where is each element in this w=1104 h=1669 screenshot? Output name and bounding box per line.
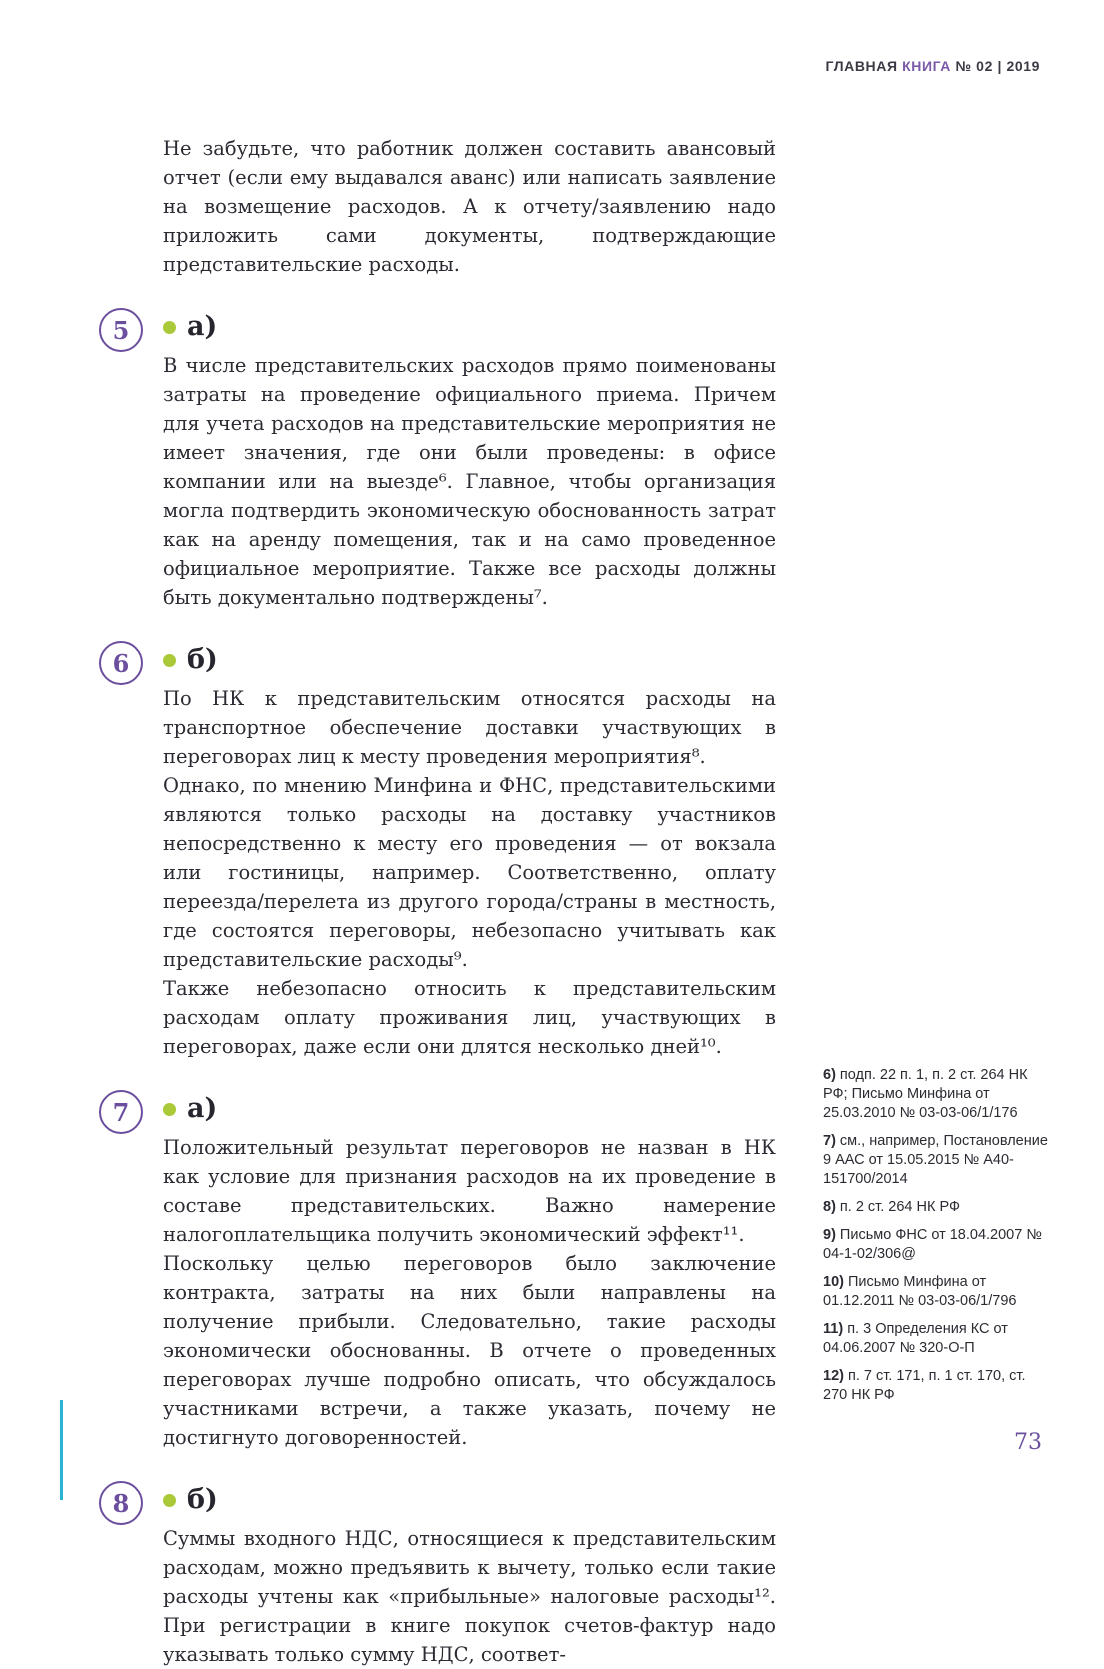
section-label: а) (187, 311, 218, 342)
section-number-badge: 7 (99, 1090, 143, 1134)
section-7 (112, 1093, 776, 1452)
footnote-number: 6) (823, 1067, 836, 1083)
article-column (112, 134, 776, 1669)
section-paragraph: Поскольку целью переговоров было заключение контракта, затраты на них были направлены на получение прибыли. Следовательно, такие расходы экономически обоснованны. В отчете о проведенных переговорах лучше подробно описать, что обсуждалось участниками встречи, а также указать, почему не достигнуто договоренностей. (163, 1252, 776, 1449)
page-number: 73 (1014, 1430, 1042, 1455)
brand-name-purple: КНИГА (902, 58, 951, 74)
footnote-10 (823, 1273, 1051, 1311)
section-number-badge: 8 (99, 1481, 143, 1525)
section-heading (163, 645, 776, 675)
section-label: б) (187, 644, 218, 675)
section-paragraph: В числе представительских расходов прямо поименованы затраты на проведение официального приема. Причем для учета расходов на представительские мероприятия не имеет значения, где они были проведены: в офисе компании или на выезде⁶. Главное, чтобы организация могла подтвердить экономическую обоснованность затрат как на аренду помещения, так и на само проведенное официальное мероприятие. Также все расходы должны быть документально подтверждены⁷. (163, 354, 776, 609)
footnote-6 (823, 1066, 1051, 1123)
footnote-8 (823, 1198, 1051, 1217)
section-5 (112, 311, 776, 612)
section-paragraph: Положительный результат переговоров не назван в НК как условие для признания расходов на их проведение в составе представительских. Важно намерение налогоплательщика получить экономический эффект¹¹. (163, 1136, 776, 1246)
green-bullet-icon (163, 654, 176, 667)
footnote-text: см., например, Постановление 9 ААС от 15.05.2015 № А40-151700/2014 (823, 1133, 1048, 1187)
section-number-badge: 6 (99, 641, 143, 685)
section-paragraph: По НК к представительским относятся расходы на транспортное обеспечение доставки участвующих в переговорах лиц к месту проведения мероприятия⁸. (163, 687, 776, 768)
intro-paragraph: Не забудьте, что работник должен составить авансовый отчет (если ему выдавался аванс) или написать заявление на возмещение расходов. А к отчету/заявлению надо приложить сами документы, подтверждающие представительские расходы. (163, 137, 776, 276)
page-header (826, 58, 1041, 74)
footnote-7 (823, 1132, 1051, 1189)
footnote-12 (823, 1367, 1051, 1405)
section-paragraph: Однако, по мнению Минфина и ФНС, представительскими являются только расходы на доставку участников непосредственно к месту его проведения — от вокзала или гостиницы, например. Соответственно, оплату переезда/перелета из другого города/страны в местность, где состоятся переговоры, небезопасно учитывать как представительские расходы⁹. (163, 774, 776, 971)
footnotes-sidebar (823, 1066, 1051, 1414)
footnote-number: 8) (823, 1199, 836, 1215)
section-number-badge: 5 (99, 308, 143, 352)
section-label: а) (187, 1093, 218, 1124)
footnote-text: п. 3 Определения КС от 04.06.2007 № 320-О-П (823, 1321, 1008, 1356)
brand-name-dark: ГЛАВНАЯ (825, 58, 903, 74)
teal-edge-line (60, 1400, 63, 1500)
section-label: б) (187, 1484, 218, 1515)
section-heading (163, 1094, 776, 1124)
section-6 (112, 644, 776, 1061)
footnote-number: 7) (823, 1133, 836, 1149)
green-bullet-icon (163, 321, 176, 334)
footnote-text: п. 2 ст. 264 НК РФ (835, 1199, 960, 1215)
section-paragraph: Суммы входного НДС, относящиеся к представительским расходам, можно предъявить к вычету, только если такие расходы учтены как «прибыльные» налоговые расходы¹². При регистрации в книге покупок счетов-фактур надо указывать только сумму НДС, соответ- (163, 1527, 776, 1666)
footnote-9 (823, 1226, 1051, 1264)
issue-number: № 02 | 2019 (951, 58, 1040, 74)
intro-block (163, 134, 776, 279)
green-bullet-icon (163, 1494, 176, 1507)
footnote-text: п. 7 ст. 171, п. 1 ст. 170, ст. 270 НК РФ (823, 1368, 1026, 1403)
footnote-text: Письмо Минфина от 01.12.2011 № 03-03-06/1/796 (823, 1274, 1017, 1309)
footnote-number: 11) (823, 1321, 844, 1337)
footnote-text: Письмо ФНС от 18.04.2007 № 04-1-02/306@ (823, 1227, 1042, 1262)
section-heading (163, 312, 776, 342)
green-bullet-icon (163, 1103, 176, 1116)
footnote-11 (823, 1320, 1051, 1358)
footnote-number: 9) (823, 1227, 836, 1243)
footnote-number: 12) (823, 1368, 844, 1384)
section-paragraph: Также небезопасно относить к представительским расходам оплату проживания лиц, участвующих в переговорах, даже если они длятся несколько дней¹⁰. (163, 977, 776, 1058)
footnote-text: подп. 22 п. 1, п. 2 ст. 264 НК РФ; Письмо Минфина от 25.03.2010 № 03-03-06/1/176 (823, 1067, 1028, 1121)
section-heading (163, 1485, 776, 1515)
footnote-number: 10) (823, 1274, 844, 1290)
section-8 (112, 1484, 776, 1669)
